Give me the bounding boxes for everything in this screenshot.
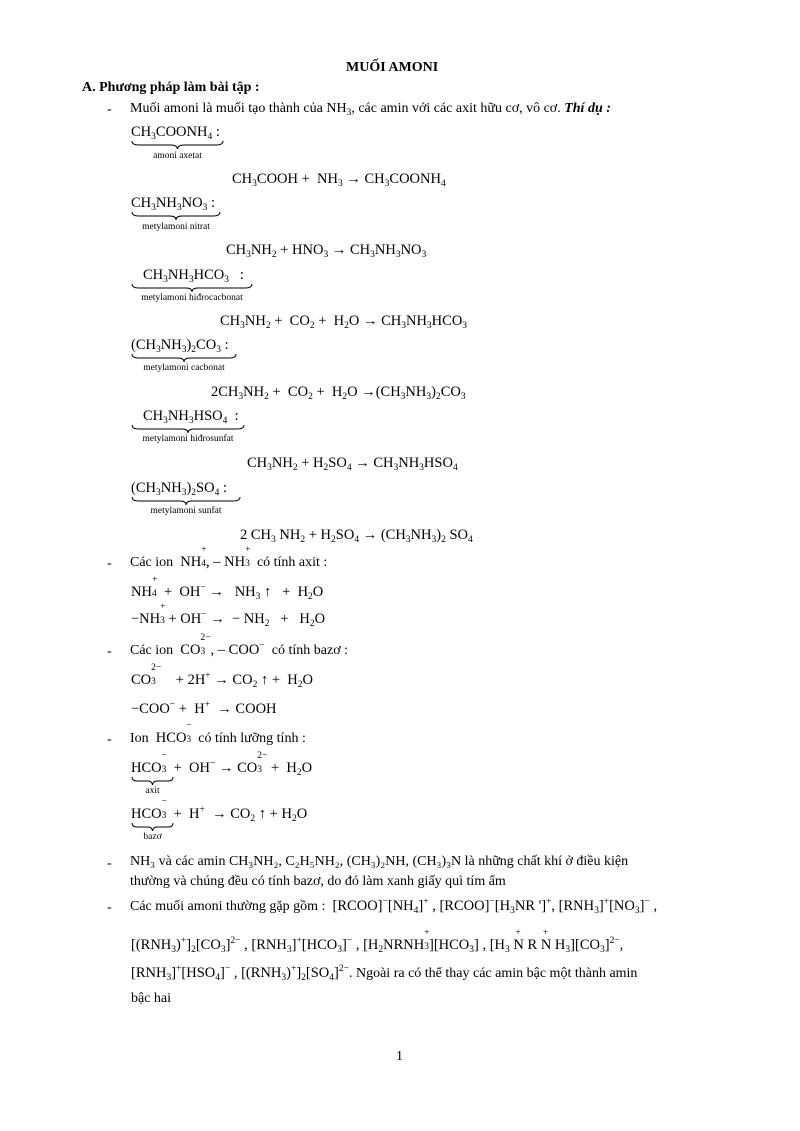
reaction-6: 2 $CH_3$ $NH_2 + H_2SO_4 \to (CH_3NH_3)_2$ $SO_4$ (240, 527, 473, 545)
bullet-dash: - (107, 102, 112, 117)
underbrace (131, 424, 245, 434)
common-salts-line-1 (130, 899, 657, 914)
hco3-rest: có tính lưỡng tính : (198, 731, 306, 746)
bullet-dash: - (107, 732, 112, 747)
common-salts-line-2: $[(RNH_3)^+]_2[CO_3]^{2-}$ , $[RNH_3]^+[HCO_3]^-$ , [$H_2NRNH$ + 3 ]$[HCO_3]$ , [$H_3$ + N R + N $H_3][CO_3]^{2-}$, (131, 928, 624, 955)
salt-label: metylamoni hiđrocacbonat (141, 293, 243, 303)
formula-ch3nh3no3: $CH_3NH_3NO_3$ : (131, 195, 215, 213)
page-number: 1 (396, 1049, 403, 1064)
charge: + 3 (424, 928, 430, 952)
intro-text (130, 102, 611, 116)
underbrace (131, 776, 174, 786)
base-ions-formula: CO 2− 3 , – COO− (176, 633, 265, 658)
bullet-dash: - (107, 644, 112, 659)
reaction-2: $CH_3NH_2 + HNO_3 \to CH_3NH_3NO_3$ (226, 242, 427, 260)
charge: 2− 3 (151, 663, 162, 687)
salt-label: metylamoni sunfat (150, 506, 222, 516)
underbrace (131, 211, 221, 221)
underbrace (131, 140, 224, 150)
intro-rest: , các amin với các axit hữu cơ, vô cơ. (351, 101, 565, 116)
base-ions-line (130, 633, 348, 658)
reaction-5: $CH_3NH_2 + H_2SO_4 \to CH_3NH_3HSO_4$ (247, 455, 458, 473)
amines-line-2: thường và chúng đều có tính bazơ, do đó làm xanh giấy quì tím ẩm (130, 874, 506, 889)
hco3-line (130, 721, 306, 746)
reaction-hco3-2: HCO − 3 + $H^+ \to CO_2$ ↑ + $H_2O$ (131, 797, 308, 824)
underbrace (131, 496, 241, 506)
reaction-base-1: CO 2− 3 + $2H^+ \to CO_2$ ↑ + $H_2O$ (131, 663, 313, 690)
reaction-1: $CH_3COOH + NH_3$ → $CH_3COONH_4$ (232, 171, 446, 189)
acid-ions-pre: Các ion (130, 555, 174, 570)
common-formulas-1: $[RCOO]^-[NH_4]^+$ , $[RCOO]^-[H_3NR$ ']+, $[RNH_3]^+[NO_3]^-$ , (328, 897, 658, 916)
formula-ch3nh3hso4: $CH_3NH_3HSO_4$ : (143, 408, 239, 426)
bullet-dash: - (107, 556, 112, 571)
charge: − 3 (161, 751, 167, 775)
charge: + 3 (160, 602, 166, 626)
n-plus: + N (540, 928, 552, 953)
reaction-acid-2: −NH + 3 + OH− → − $NH_2 + H_2O$ (131, 602, 326, 629)
hco3-pre: Ion (130, 731, 149, 746)
formula-ch3nh3hco3: $CH_3NH_3HCO_3$ : (143, 267, 244, 285)
charge: 2− 3 (200, 633, 211, 657)
underbrace (131, 822, 174, 832)
hco3-bazo-label: bazơ (143, 832, 162, 842)
salt-label: metylamoni cacbonat (143, 363, 225, 373)
hco3-formula: HCO − 3 (152, 721, 192, 746)
bullet-dash: - (107, 900, 112, 915)
common-salts-line-4: bậc hai (131, 991, 172, 1006)
charge: − 3 (161, 797, 167, 821)
base-ions-rest: có tính bazơ : (271, 643, 348, 658)
common-pre: Các muối amoni thường gặp gồm : (130, 899, 326, 914)
salt-label: metylamoni nitrat (142, 222, 210, 232)
charge: 2− 3 (257, 751, 268, 775)
reaction-hco3-1: HCO − 3 + OH− → CO 2− 3 + $H_2O$ (131, 751, 313, 778)
intro-example: Thí dụ : (564, 101, 611, 116)
salt-label: amoni axetat (153, 151, 202, 161)
intro-sub: 3 (346, 108, 352, 118)
salt-label: metylamoni hiđrosunfat (142, 434, 234, 444)
formula-ch3nh3-2-co3: $(CH_3NH_3)_2CO_3$ : (131, 337, 229, 355)
common-salts-line-3 (131, 966, 637, 981)
common-formulas-3: $[RNH_3]^+[HSO_4]^-$ , $[(RNH_3)^+]_2[SO_4]^{2-}$ (131, 964, 349, 983)
charge: + 3 (245, 545, 251, 569)
amines-line-1: NH₃ và các amin CH₃NH₂, C₂H₅NH₂, (CH₃)₂NH, (CH₃)₃N là những chất khí ở điều kiện (130, 854, 629, 869)
hco3-axit-label: axit (145, 786, 160, 796)
reaction-base-2: −COO− + H+ → COOH (131, 700, 277, 717)
bullet-dash: - (107, 856, 112, 871)
reaction-4: $2CH_3NH_2 + CO_2 + H_2O \to(CH_3NH_3)_2CO_3$ (211, 384, 466, 402)
charge: + 4 (201, 545, 207, 569)
reaction-acid-1: NH + 4 + $OH^- \to NH_3$ ↑ + $H_2O$ (131, 575, 324, 602)
section-a-heading: A. Phương pháp làm bài tập : (82, 80, 260, 95)
intro-main: Muối amoni là muối tạo thành của NH (130, 101, 347, 116)
charge: + 4 (151, 575, 158, 599)
acid-ions-formula: NH + 4 , – NH + 3 (176, 545, 251, 570)
base-ions-pre: Các ion (130, 643, 174, 658)
underbrace (131, 283, 253, 293)
formula-ch3coonh4: $CH_3COONH_4$ : (131, 124, 220, 142)
formula-ch3nh3-2-so4: $(CH_3NH_3)_2SO_4$ : (131, 480, 227, 498)
acid-ions-line (130, 545, 328, 570)
page-title: MUỐI AMONI (346, 60, 439, 75)
common-end: . Ngoài ra có thể thay các amin bậc một thành amin (348, 966, 638, 981)
acid-ions-rest: có tính axit : (256, 555, 328, 570)
underbrace (131, 353, 237, 363)
reaction-3: $CH_3NH_2 + CO_2 + H_2O \to CH_3NH_3HCO_3$ (220, 313, 468, 331)
charge: − 3 (186, 721, 192, 745)
n-plus: + N (513, 928, 524, 953)
